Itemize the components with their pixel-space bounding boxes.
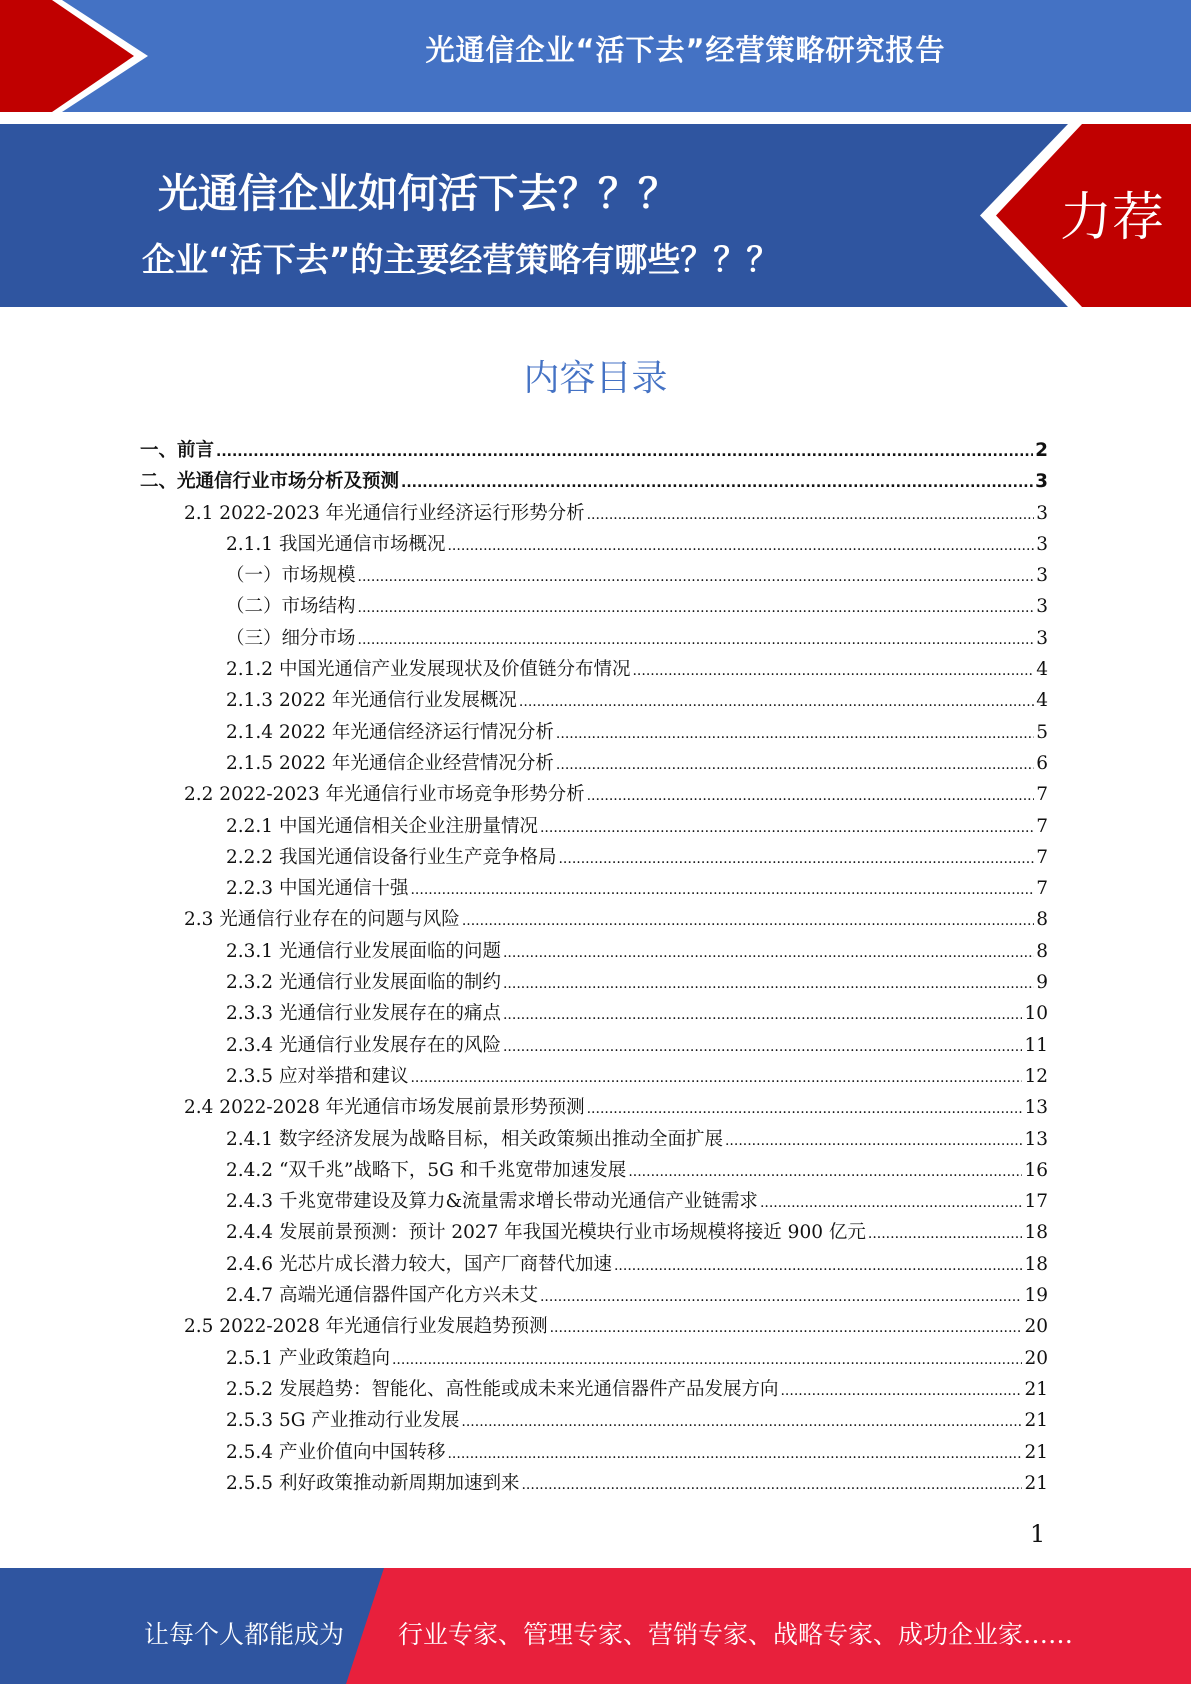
top-banner	[0, 0, 1191, 112]
toc-entry[interactable]	[140, 436, 1048, 467]
toc-entry[interactable]	[140, 1093, 1048, 1124]
toc-entry-title: 2.5.1 产业政策趋向	[226, 1347, 390, 1369]
toc-entry-title: 2.3.3 光通信行业发展存在的痛点	[226, 1003, 501, 1025]
toc-entry-title: 2.3.1 光通信行业发展面临的问题	[226, 940, 501, 962]
toc-entry-title: 2.1.5 2022 年光通信企业经营情况分析	[226, 752, 554, 774]
toc-entry[interactable]	[140, 937, 1048, 968]
red-arrow-shape	[0, 0, 150, 112]
toc-leader-dots	[358, 632, 1035, 648]
toc-leader-dots	[614, 1258, 1022, 1274]
toc-entry-page: 4	[1036, 659, 1048, 681]
toc-entry[interactable]	[140, 624, 1048, 655]
toc-entry-title: 2.1.3 2022 年光通信行业发展概况	[226, 690, 517, 712]
toc-entry-title: 2.3.4 光通信行业发展存在的风险	[226, 1034, 501, 1056]
toc-entry[interactable]	[140, 530, 1048, 561]
toc-entry-page: 21	[1024, 1441, 1048, 1463]
toc-entry-title: 2.2.3 中国光通信十强	[226, 878, 409, 900]
toc-leader-dots	[628, 1164, 1022, 1180]
toc-entry[interactable]	[140, 968, 1048, 999]
toc-entry-title: 2.1.4 2022 年光通信经济运行情况分析	[226, 721, 554, 743]
toc-leader-dots	[587, 788, 1035, 804]
toc-entry[interactable]	[140, 812, 1048, 843]
toc-entry-title: （一）市场规模	[226, 565, 356, 587]
toc-entry-title: 2.5.2 发展趋势：智能化、高性能或成未来光通信器件产品发展方向	[226, 1378, 779, 1400]
toc-entry-title: 2.5 2022-2028 年光通信行业发展趋势预测	[184, 1316, 548, 1338]
toc-entry-title: 2.2 2022-2023 年光通信行业市场竞争形势分析	[184, 784, 585, 806]
toc-entry-page: 12	[1024, 1065, 1048, 1087]
toc-entry[interactable]	[140, 686, 1048, 717]
toc-leader-dots	[216, 444, 1033, 460]
toc-entry[interactable]	[140, 1250, 1048, 1281]
toc-leader-dots	[521, 1477, 1022, 1493]
toc-entry-title: 2.4.4 发展前景预测：预计 2027 年我国光模块行业市场规模将接近 900 亿元	[226, 1222, 866, 1244]
toc-entry-page: 17	[1024, 1191, 1048, 1213]
toc-entry[interactable]	[140, 1281, 1048, 1312]
footer-slogan-left: 让每个人都能成为	[144, 1620, 345, 1649]
toc-leader-dots	[358, 569, 1035, 585]
toc-entry-title: 二、光通信行业市场分析及预测	[140, 471, 400, 493]
toc-entry-title: 2.4 2022-2028 年光通信市场发展前景形势预测	[184, 1097, 585, 1119]
toc-entry-page: 8	[1036, 940, 1048, 962]
toc-entry-page: 21	[1024, 1378, 1048, 1400]
report-title: 光通信企业“活下去”经营策略研究报告	[425, 33, 946, 67]
toc-leader-dots	[410, 1070, 1022, 1086]
toc-leader-dots	[587, 507, 1035, 523]
toc-entry[interactable]	[140, 780, 1048, 811]
toc-entry-page: 3	[1036, 502, 1048, 524]
toc-entry[interactable]	[140, 467, 1048, 498]
toc-entry[interactable]	[140, 1156, 1048, 1187]
toc-entry-page: 3	[1036, 596, 1048, 618]
toc-entry-page: 20	[1024, 1347, 1048, 1369]
footer-slogan-right: 行业专家、管理专家、营销专家、战略专家、成功企业家……	[398, 1620, 1074, 1649]
toc-leader-dots	[503, 945, 1034, 961]
toc-entry-page: 13	[1024, 1097, 1048, 1119]
toc-leader-dots	[410, 882, 1034, 898]
toc-entry[interactable]	[140, 718, 1048, 749]
toc-entry[interactable]	[140, 1218, 1048, 1249]
toc-entry[interactable]	[140, 905, 1048, 936]
toc-entry-page: 8	[1036, 909, 1048, 931]
recommend-badge: 力荐	[1060, 188, 1165, 248]
toc-entry-page: 18	[1024, 1253, 1048, 1275]
toc-leader-dots	[447, 538, 1034, 554]
toc-leader-dots	[540, 1289, 1022, 1305]
toc-entry-title: 2.3 光通信行业存在的问题与风险	[184, 909, 460, 931]
toc-entry-title: 2.5.5 利好政策推动新周期加速到来	[226, 1472, 520, 1494]
toc-leader-dots	[556, 726, 1034, 742]
toc-entry[interactable]	[140, 1187, 1048, 1218]
toc-entry-page: 19	[1024, 1285, 1048, 1307]
toc-entry-page: 7	[1036, 815, 1048, 837]
toc-leader-dots	[868, 1226, 1023, 1242]
toc-entry[interactable]	[140, 592, 1048, 623]
toc-entry[interactable]	[140, 1125, 1048, 1156]
toc-entry[interactable]	[140, 1406, 1048, 1437]
toc-entry[interactable]	[140, 1312, 1048, 1343]
toc-entry[interactable]	[140, 843, 1048, 874]
hero-banner	[0, 124, 1191, 307]
toc-entry-page: 7	[1036, 784, 1048, 806]
toc-leader-dots	[358, 600, 1035, 616]
toc-entry-page: 20	[1024, 1316, 1048, 1338]
toc-entry-page: 9	[1036, 972, 1048, 994]
toc-leader-dots	[503, 1039, 1022, 1055]
toc-entry[interactable]	[140, 561, 1048, 592]
toc-entry-page: 5	[1036, 721, 1048, 743]
toc-entry-title: 2.4.7 高端光通信器件国产化方兴未艾	[226, 1285, 538, 1307]
toc-leader-dots	[556, 757, 1034, 773]
toc-entry-page: 3	[1036, 533, 1048, 555]
toc-leader-dots	[558, 851, 1034, 867]
toc-entry-page: 6	[1036, 752, 1048, 774]
toc-entry-page: 10	[1024, 1003, 1048, 1025]
toc-entry-page: 7	[1036, 878, 1048, 900]
toc-leader-dots	[632, 663, 1034, 679]
toc-entry-title: 2.3.5 应对举措和建议	[226, 1065, 409, 1087]
toc-entry-title: 2.5.3 5G 产业推动行业发展	[226, 1410, 460, 1432]
toc-leader-dots	[760, 1195, 1023, 1211]
toc-entry-title: 2.2.1 中国光通信相关企业注册量情况	[226, 815, 538, 837]
toc-entry-title: 2.3.2 光通信行业发展面临的制约	[226, 972, 501, 994]
toc-entry-page: 3	[1035, 471, 1048, 493]
toc-leader-dots	[462, 913, 1034, 929]
headline-question-1: 光通信企业如何活下去？？？	[158, 171, 678, 217]
toc-leader-dots	[780, 1383, 1022, 1399]
toc-entry-title: 2.2.2 我国光通信设备行业生产竞争格局	[226, 846, 557, 868]
toc-entry[interactable]	[140, 1438, 1048, 1469]
toc-leader-dots	[519, 694, 1034, 710]
toc-entry-page: 3	[1036, 627, 1048, 649]
toc-entry[interactable]	[140, 1031, 1048, 1062]
toc-leader-dots	[503, 976, 1034, 992]
toc-entry-page: 16	[1024, 1159, 1048, 1181]
toc-entry-page: 7	[1036, 846, 1048, 868]
toc-entry[interactable]	[140, 499, 1048, 530]
toc-entry[interactable]	[140, 749, 1048, 780]
toc-entry-page: 2	[1035, 440, 1048, 461]
toc-entry-title: 2.4.2 “双千兆”战略下，5G 和千兆宽带加速发展	[226, 1159, 627, 1181]
page-number: 1	[1030, 1520, 1046, 1548]
toc-entry-title: 2.1.2 中国光通信产业发展现状及价值链分布情况	[226, 659, 631, 681]
toc-entry-title: 2.4.1 数字经济发展为战略目标，相关政策频出推动全面扩展	[226, 1128, 723, 1150]
toc-entry-title: （二）市场结构	[226, 596, 356, 618]
toc-entry-page: 13	[1024, 1128, 1048, 1150]
toc-leader-dots	[725, 1133, 1022, 1149]
toc-entry-page: 4	[1036, 690, 1048, 712]
toc-leader-dots	[392, 1352, 1022, 1368]
toc-title: 内容目录	[523, 358, 668, 399]
toc-entry-page: 11	[1024, 1034, 1048, 1056]
toc-entry-page: 18	[1024, 1222, 1048, 1244]
toc-leader-dots	[461, 1414, 1022, 1430]
toc-entry-title: 2.1 2022-2023 年光通信行业经济运行形势分析	[184, 502, 585, 524]
toc-entry-title: （三）细分市场	[226, 627, 356, 649]
toc-entry-title: 2.4.6 光芯片成长潜力较大，国产厂商替代加速	[226, 1253, 612, 1275]
toc-entry[interactable]	[140, 655, 1048, 686]
toc-leader-dots	[587, 1101, 1023, 1117]
toc-leader-dots	[503, 1007, 1022, 1023]
toc-leader-dots	[401, 475, 1033, 491]
toc-entry-page: 3	[1036, 565, 1048, 587]
toc-leader-dots	[540, 820, 1034, 836]
toc-leader-dots	[447, 1446, 1022, 1462]
headline-question-2: 企业“活下去”的主要经营策略有哪些？？？	[142, 240, 780, 279]
toc-entry[interactable]	[140, 1469, 1048, 1500]
toc-leader-dots	[550, 1320, 1023, 1336]
toc-entry[interactable]	[140, 874, 1048, 905]
toc-entry-title: 一、前言	[140, 440, 215, 461]
toc-entry-title: 2.1.1 我国光通信市场概况	[226, 533, 446, 555]
toc-entry-page: 21	[1024, 1472, 1048, 1494]
toc-entry[interactable]	[140, 1375, 1048, 1406]
toc-entry[interactable]	[140, 1062, 1048, 1093]
toc-entry[interactable]	[140, 1344, 1048, 1375]
toc-entry-page: 21	[1024, 1410, 1048, 1432]
toc-entry-title: 2.4.3 千兆宽带建设及算力&流量需求增长带动光通信产业链需求	[226, 1191, 758, 1213]
toc-entry[interactable]	[140, 999, 1048, 1030]
toc-entry-title: 2.5.4 产业价值向中国转移	[226, 1441, 446, 1463]
table-of-contents	[140, 436, 1048, 1500]
